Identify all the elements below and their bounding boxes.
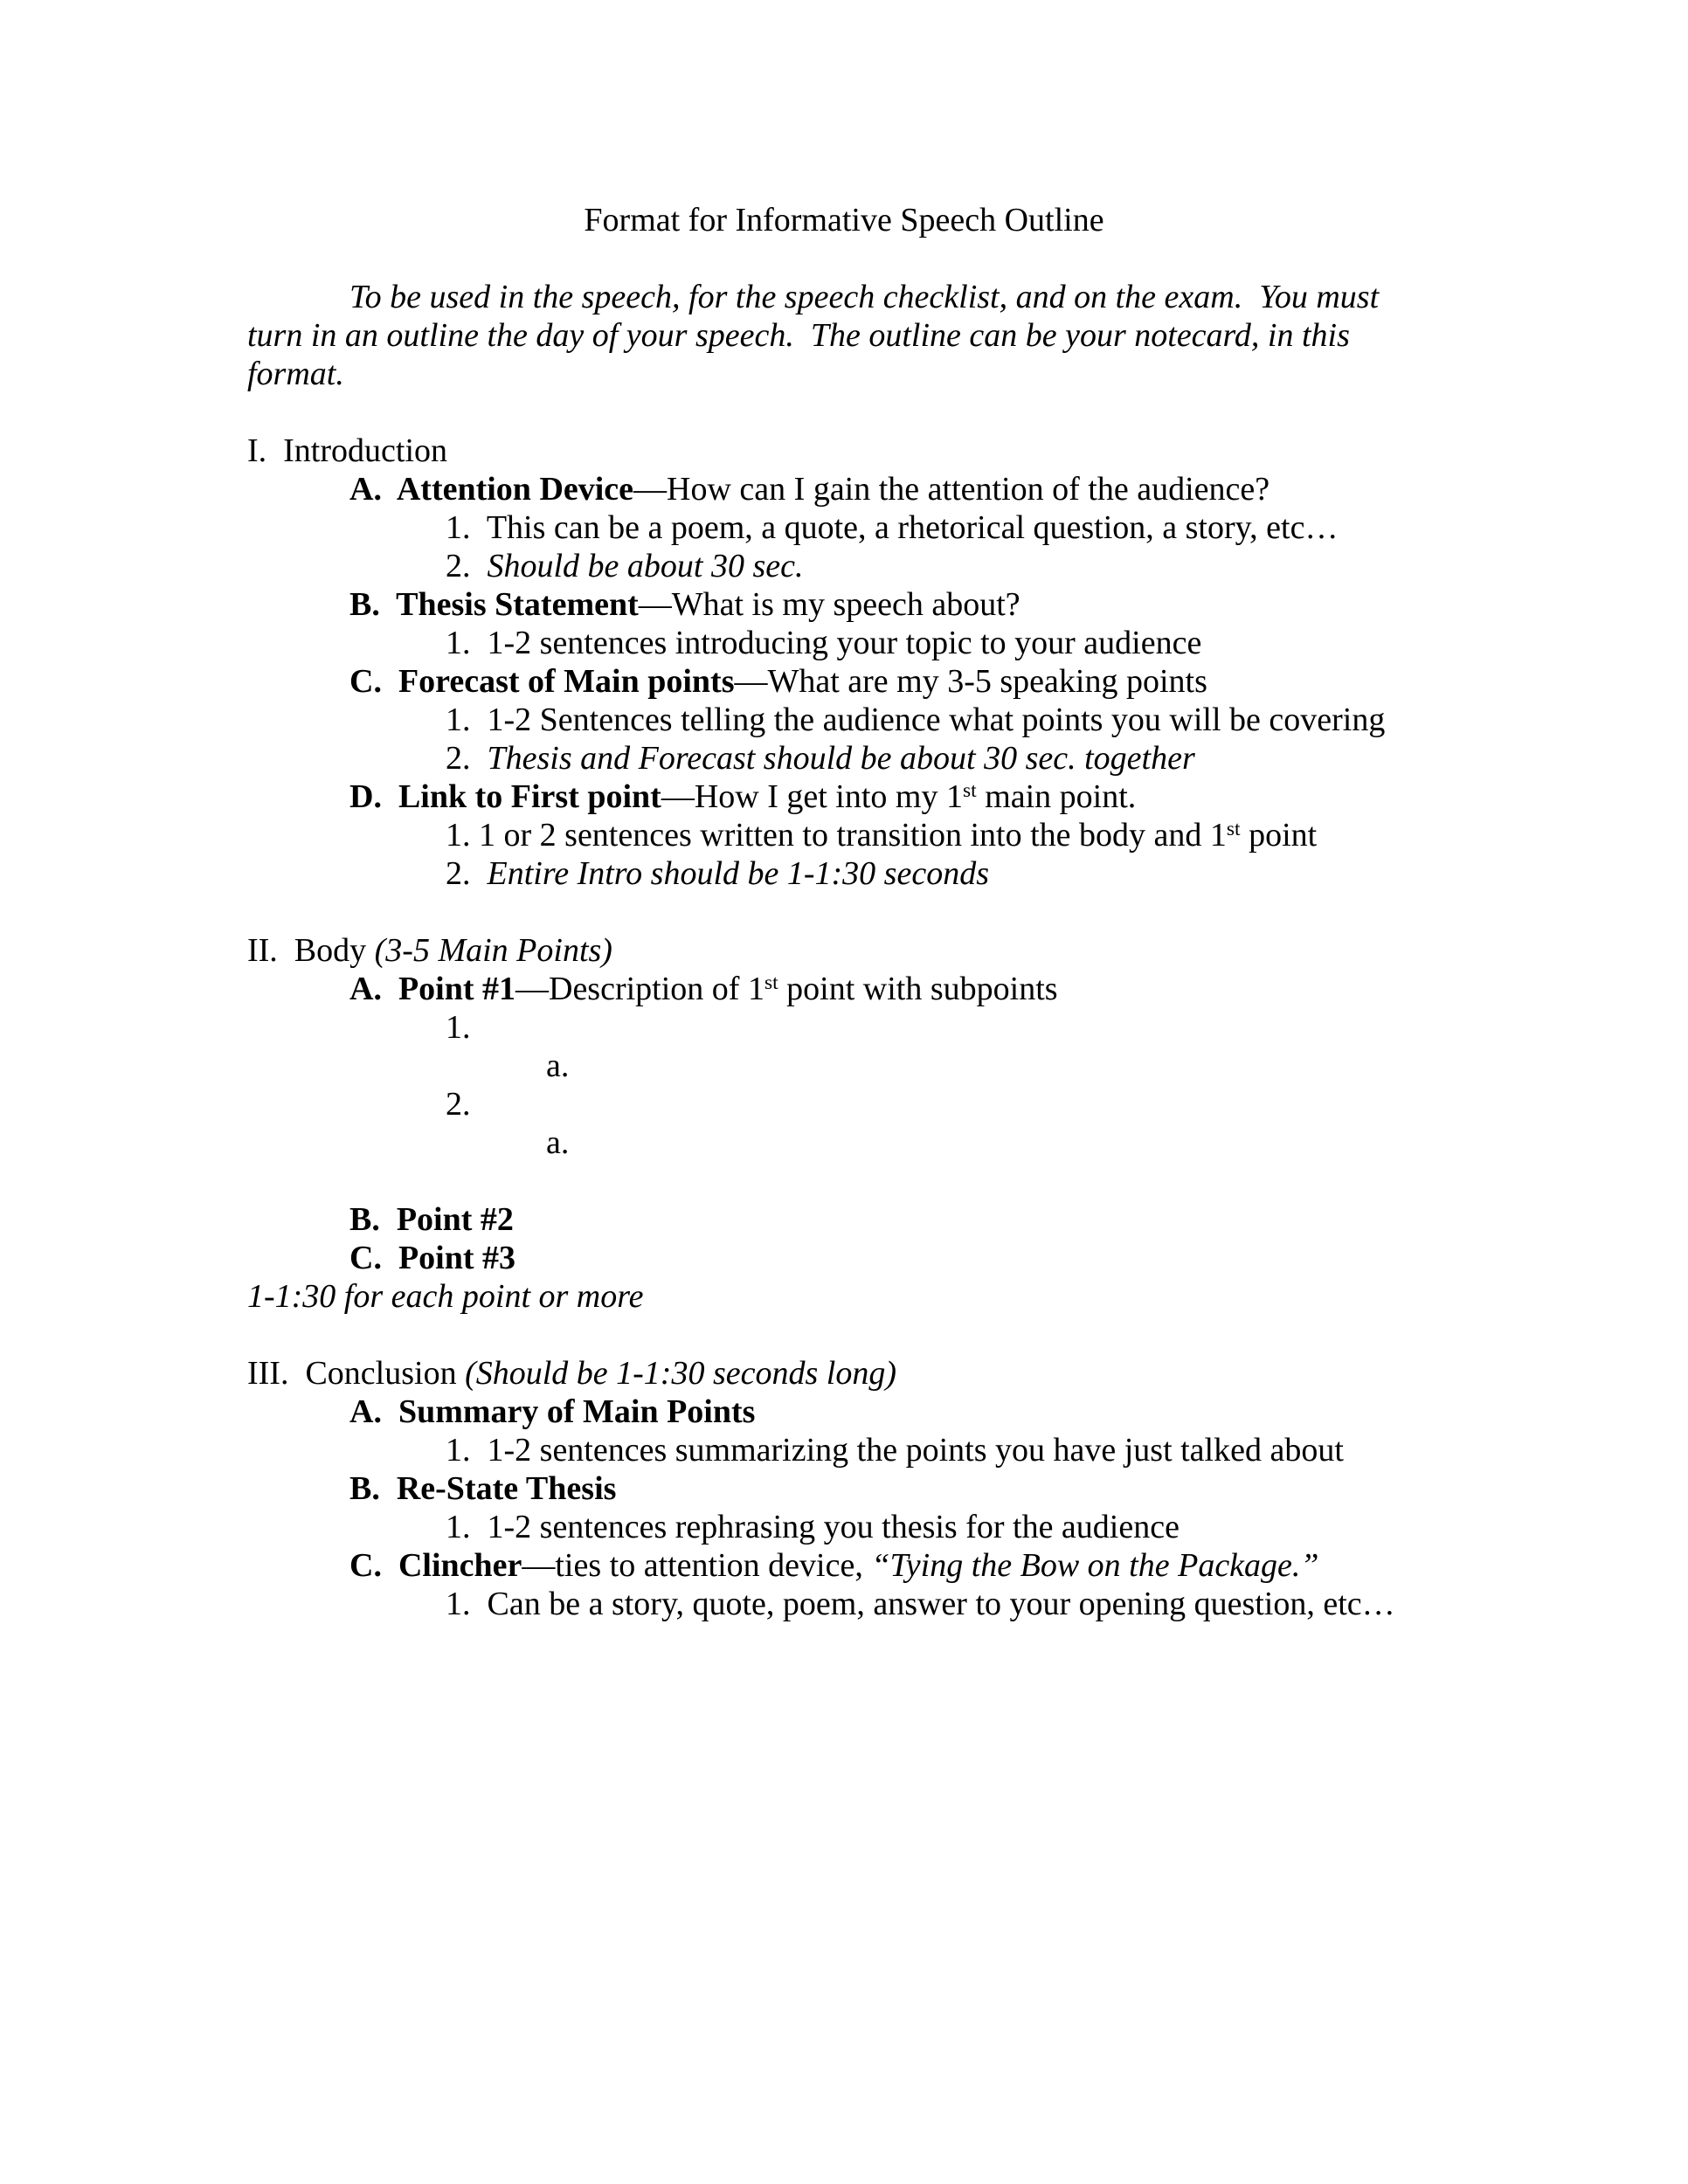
- outline-line: [349, 1393, 1441, 1431]
- text-segment: 1.: [446, 1009, 471, 1046]
- text-segment: C. Clincher: [349, 1547, 522, 1584]
- text-segment: 2.: [446, 855, 488, 892]
- outline-line: [349, 970, 1441, 1008]
- text-segment: A. Attention Device: [349, 471, 634, 508]
- outline-line: [247, 1277, 1441, 1316]
- superscript-text: st: [962, 778, 977, 802]
- text-segment: D. Link to First point: [349, 778, 661, 815]
- outline-line: [247, 931, 1441, 970]
- text-segment: B. Point #2: [349, 1201, 514, 1238]
- text-segment: B. Thesis Statement: [349, 586, 639, 623]
- text-segment: I. Introduction: [247, 432, 448, 469]
- text-segment: Thesis and Forecast should be about 30 sec. together: [487, 740, 1195, 777]
- text-segment: 1. 1-2 sentences rephrasing you thesis for the audience: [446, 1509, 1180, 1545]
- text-segment: C. Point #3: [349, 1240, 515, 1276]
- outline-line: [446, 739, 1441, 778]
- text-segment: III. Conclusion: [247, 1355, 466, 1392]
- outline-line: [446, 816, 1441, 854]
- outline: [247, 432, 1441, 1623]
- text-segment: main point.: [976, 778, 1137, 815]
- outline-line: [446, 1008, 1441, 1047]
- text-segment: C. Forecast of Main points: [349, 663, 735, 700]
- blank-line: [247, 1316, 1441, 1354]
- text-segment: 1. 1-2 sentences summarizing the points you have just talked about: [446, 1432, 1344, 1469]
- text-segment: B. Re-State Thesis: [349, 1470, 617, 1507]
- text-segment: —What is my speech about?: [638, 586, 1020, 623]
- outline-line: [349, 585, 1441, 624]
- text-segment: A. Summary of Main Points: [349, 1393, 756, 1430]
- outline-line: [446, 508, 1441, 547]
- outline-line: [247, 432, 1441, 470]
- outline-line: [446, 547, 1441, 585]
- text-segment: —How I get into my 1: [661, 778, 963, 815]
- text-segment: 1. 1 or 2 sentences written to transition into the body and 1: [446, 817, 1227, 854]
- outline-line: [446, 1085, 1441, 1123]
- text-segment: 1. 1-2 sentences introducing your topic to your audience: [446, 625, 1202, 661]
- text-segment: 1. This can be a poem, a quote, a rhetorical question, a story, etc…: [446, 509, 1339, 546]
- intro-line: turn in an outline the day of your speech. The outline can be your notecard, in this: [247, 317, 1350, 354]
- outline-line: [446, 854, 1441, 893]
- text-segment: (Should be 1-1:30 seconds long): [465, 1355, 896, 1392]
- text-segment: “Tying the Bow on the Package.”: [871, 1547, 1319, 1584]
- text-segment: 2.: [446, 1086, 471, 1123]
- text-segment: 1-1:30 for each point or more: [247, 1278, 644, 1315]
- text-segment: Should be about 30 sec.: [487, 548, 804, 584]
- text-segment: Entire Intro should be 1-1:30 seconds: [487, 855, 989, 892]
- outline-line: [446, 624, 1441, 662]
- intro-line: To be used in the speech, for the speech checklist, and on the exam. You must: [349, 279, 1380, 315]
- outline-line: [349, 778, 1441, 816]
- text-segment: 2.: [446, 548, 488, 584]
- outline-line: [546, 1123, 1441, 1162]
- blank-line: [247, 893, 1441, 931]
- text-segment: 1. Can be a story, quote, poem, answer to your opening question, etc…: [446, 1586, 1395, 1622]
- outline-line: [446, 701, 1441, 739]
- blank-line: [247, 393, 1441, 432]
- outline-line: [247, 1354, 1441, 1393]
- text-segment: point: [1240, 817, 1318, 854]
- outline-line: [349, 1546, 1441, 1585]
- page-title: Format for Informative Speech Outline: [584, 202, 1104, 238]
- text-segment: —What are my 3-5 speaking points: [734, 663, 1207, 700]
- intro-paragraph: [247, 278, 1441, 393]
- outline-line: [446, 1508, 1441, 1546]
- blank-line: [247, 1162, 1441, 1200]
- text-segment: II. Body: [247, 932, 375, 969]
- text-segment: —How can I gain the attention of the audience?: [633, 471, 1270, 508]
- outline-line: [349, 1239, 1441, 1277]
- text-segment: —Description of 1: [515, 971, 764, 1007]
- intro-line: format.: [247, 356, 344, 392]
- text-segment: 2.: [446, 740, 488, 777]
- text-segment: a.: [546, 1124, 570, 1161]
- outline-line: [349, 662, 1441, 701]
- outline-line: [349, 1469, 1441, 1508]
- text-segment: A. Point #1: [349, 971, 515, 1007]
- outline-line: [349, 470, 1441, 508]
- text-segment: (3-5 Main Points): [374, 932, 612, 969]
- text-segment: a.: [546, 1047, 570, 1084]
- text-segment: 1. 1-2 Sentences telling the audience what points you will be covering: [446, 702, 1386, 738]
- outline-line: [446, 1431, 1441, 1469]
- superscript-text: st: [1226, 817, 1241, 840]
- outline-line: [546, 1047, 1441, 1085]
- superscript-text: st: [764, 971, 778, 994]
- text-segment: point with subpoints: [778, 971, 1058, 1007]
- text-segment: —ties to attention device,: [522, 1547, 872, 1584]
- outline-line: [446, 1585, 1441, 1623]
- blank-line: [247, 239, 1441, 278]
- outline-line: [349, 1200, 1441, 1239]
